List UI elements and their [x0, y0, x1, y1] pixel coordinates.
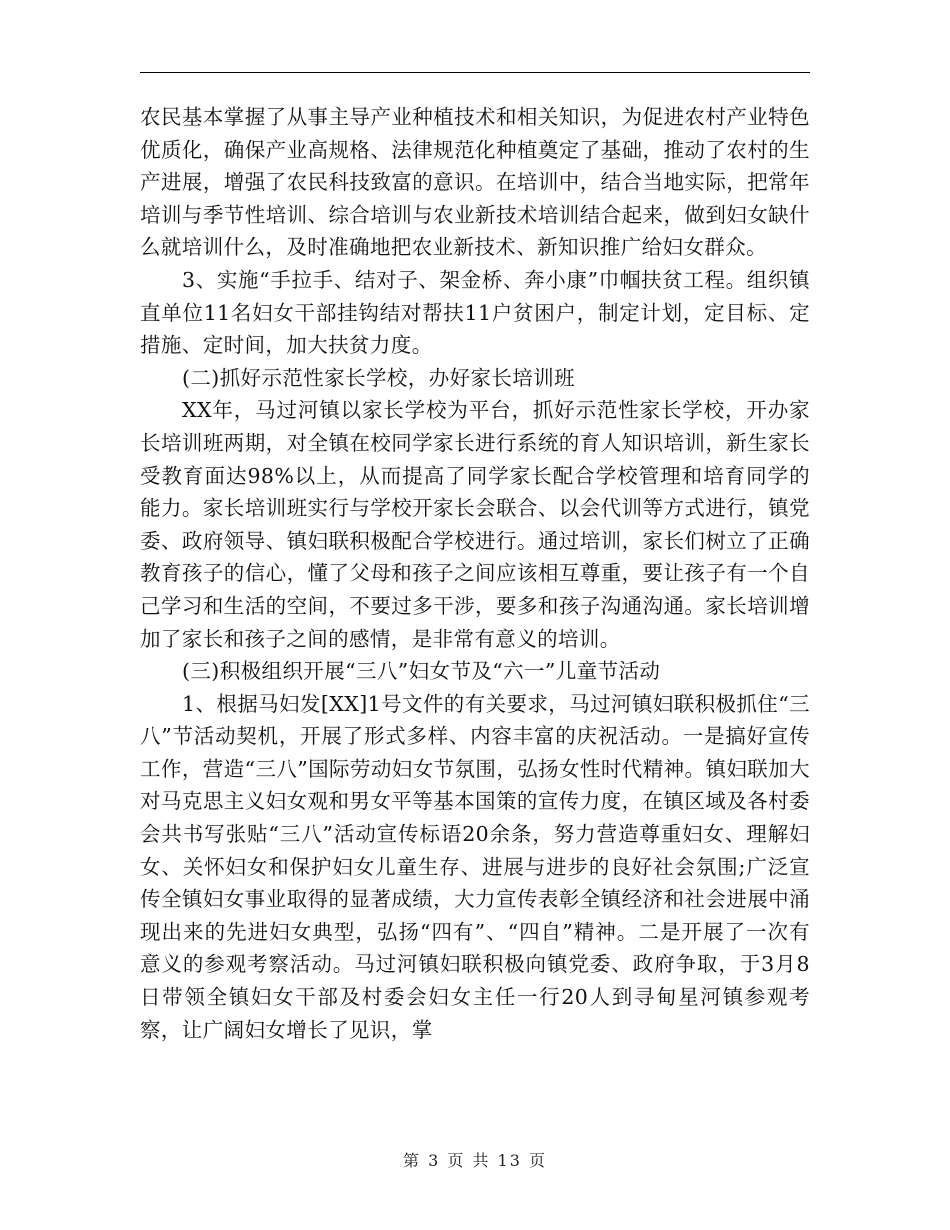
section-heading-3: (三)积极组织开展“三八”妇女节及“六一”儿童节活动: [182, 659, 661, 684]
section-heading-2: (二)抓好示范性家长学校，办好家长培训班: [182, 365, 575, 390]
document-body: [140, 101, 810, 1046]
header-rule: [140, 72, 810, 73]
paragraph-item-3: 3、实施“手拉手、结对子、架金桥、奔小康”巾帼扶贫工程。组织镇直单位11名妇女干部挂钩结对帮扶11户贫困户，制定计划，定目标、定措施、定时间，加大扶贫力度。: [140, 267, 810, 358]
paragraph-item-1: 1、根据马妇发[XX]1号文件的有关要求，马过河镇妇联积极抓住“三八”节活动契机，开展了形式多样、内容丰富的庆祝活动。一是搞好宣传工作，营造“三八”国际劳动妇女节氛围，弘扬女性时代精神。镇妇联加大对马克思主义妇女观和男女平等基本国策的宣传力度，在镇区域及各村委会共书写张贴“三八”活动宣传标语20余条，努力营造尊重妇女、理解妇女、关怀妇女和保护妇女儿童生存、进展与进步的良好社会氛围;广泛宣传全镇妇女事业取得的显著成绩，大力宣传表彰全镇经济和社会进展中涌现出来的先进妇女典型，弘扬“四有”、“四自”精神。二是开展了一次有意义的参观考察活动。马过河镇妇联积极向镇党委、政府争取，于3月8日带领全镇妇女干部及村委会妇女主任一行20人到寻甸星河镇参观考察，让广阔妇女增长了见识，掌: [140, 691, 810, 1042]
paragraph-parent-school: XX年，马过河镇以家长学校为平台，抓好示范性家长学校，开办家长培训班两期，对全镇在校同学家长进行系统的育人知识培训，新生家长受教育面达98%以上，从而提高了同学家长配合学校管理和培育同学的能力。家长培训班实行与学校开家长会联合、以会代训等方式进行，镇党委、政府领导、镇妇联积极配合学校进行。通过培训，家长们树立了正确教育孩子的信心，懂了父母和孩子之间应该相互尊重，要让孩子有一个自己学习和生活的空间，不要过多干涉，要多和孩子沟通沟通。家长培训增加了家长和孩子之间的感情，是非常有意义的培训。: [140, 398, 810, 651]
page-number: 第 3 页 共 13 页: [403, 1151, 547, 1170]
paragraph-continuation: 农民基本掌握了从事主导产业种植技术和相关知识，为促进农村产业特色优质化，确保产业高规格、法律规范化种植奠定了基础，推动了农村的生产进展，增强了农民科技致富的意识。在培训中，结合当地实际，把常年培训与季节性培训、综合培训与农业新技术培训结合起来，做到妇女缺什么就培训什么，及时准确地把农业新技术、新知识推广给妇女群众。: [140, 105, 810, 260]
